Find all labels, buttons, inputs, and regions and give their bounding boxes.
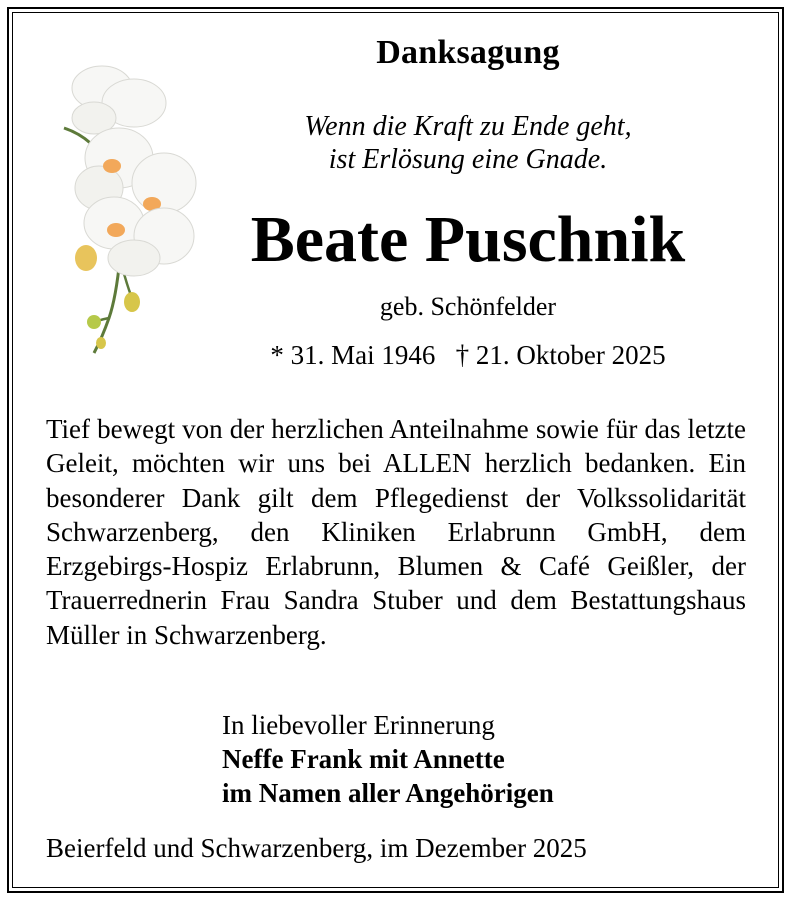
closing-line-2: Neffe Frank mit Annette (222, 744, 505, 774)
maiden-name: geb. Schönfelder (379, 292, 557, 321)
death-date: † 21. Oktober 2025 (455, 340, 666, 370)
closing-line-3: im Namen aller Angehörigen (222, 778, 554, 808)
verse-line-2: ist Erlösung eine Gnade. (328, 144, 608, 175)
verse (220, 110, 716, 176)
closing-block (222, 708, 742, 810)
notice-heading: Danksagung (376, 34, 560, 71)
verse-line-1: Wenn die Kraft zu Ende geht, (304, 111, 632, 142)
place-and-date: Beierfeld und Schwarzenberg, im Dezember 2025 (46, 833, 587, 863)
life-dates (200, 340, 736, 371)
birth-date: * 31. Mai 1946 (270, 340, 436, 370)
orchid-icon (54, 58, 204, 368)
thank-you-text: Tief bewegt von der herzlichen Anteilnahme sowie für das letzte Geleit, möchten wir uns bei ALLEN herzlich bedanken. Ein besonderer Dank gilt dem Pflegedienst der Volkssolidarität Schwarzenberg, den Kliniken Erlabrunn GmbH, dem Erzgebirgs-Hospiz Erlabrunn, Blumen & Café Geißler, der Trauerrednerin Frau Sandra Stuber und dem Bestattungshaus Müller in Schwarzenberg. (46, 414, 746, 650)
deceased-name: Beate Puschnik (250, 203, 686, 276)
closing-line-1: In liebevoller Erinnerung (222, 710, 495, 740)
